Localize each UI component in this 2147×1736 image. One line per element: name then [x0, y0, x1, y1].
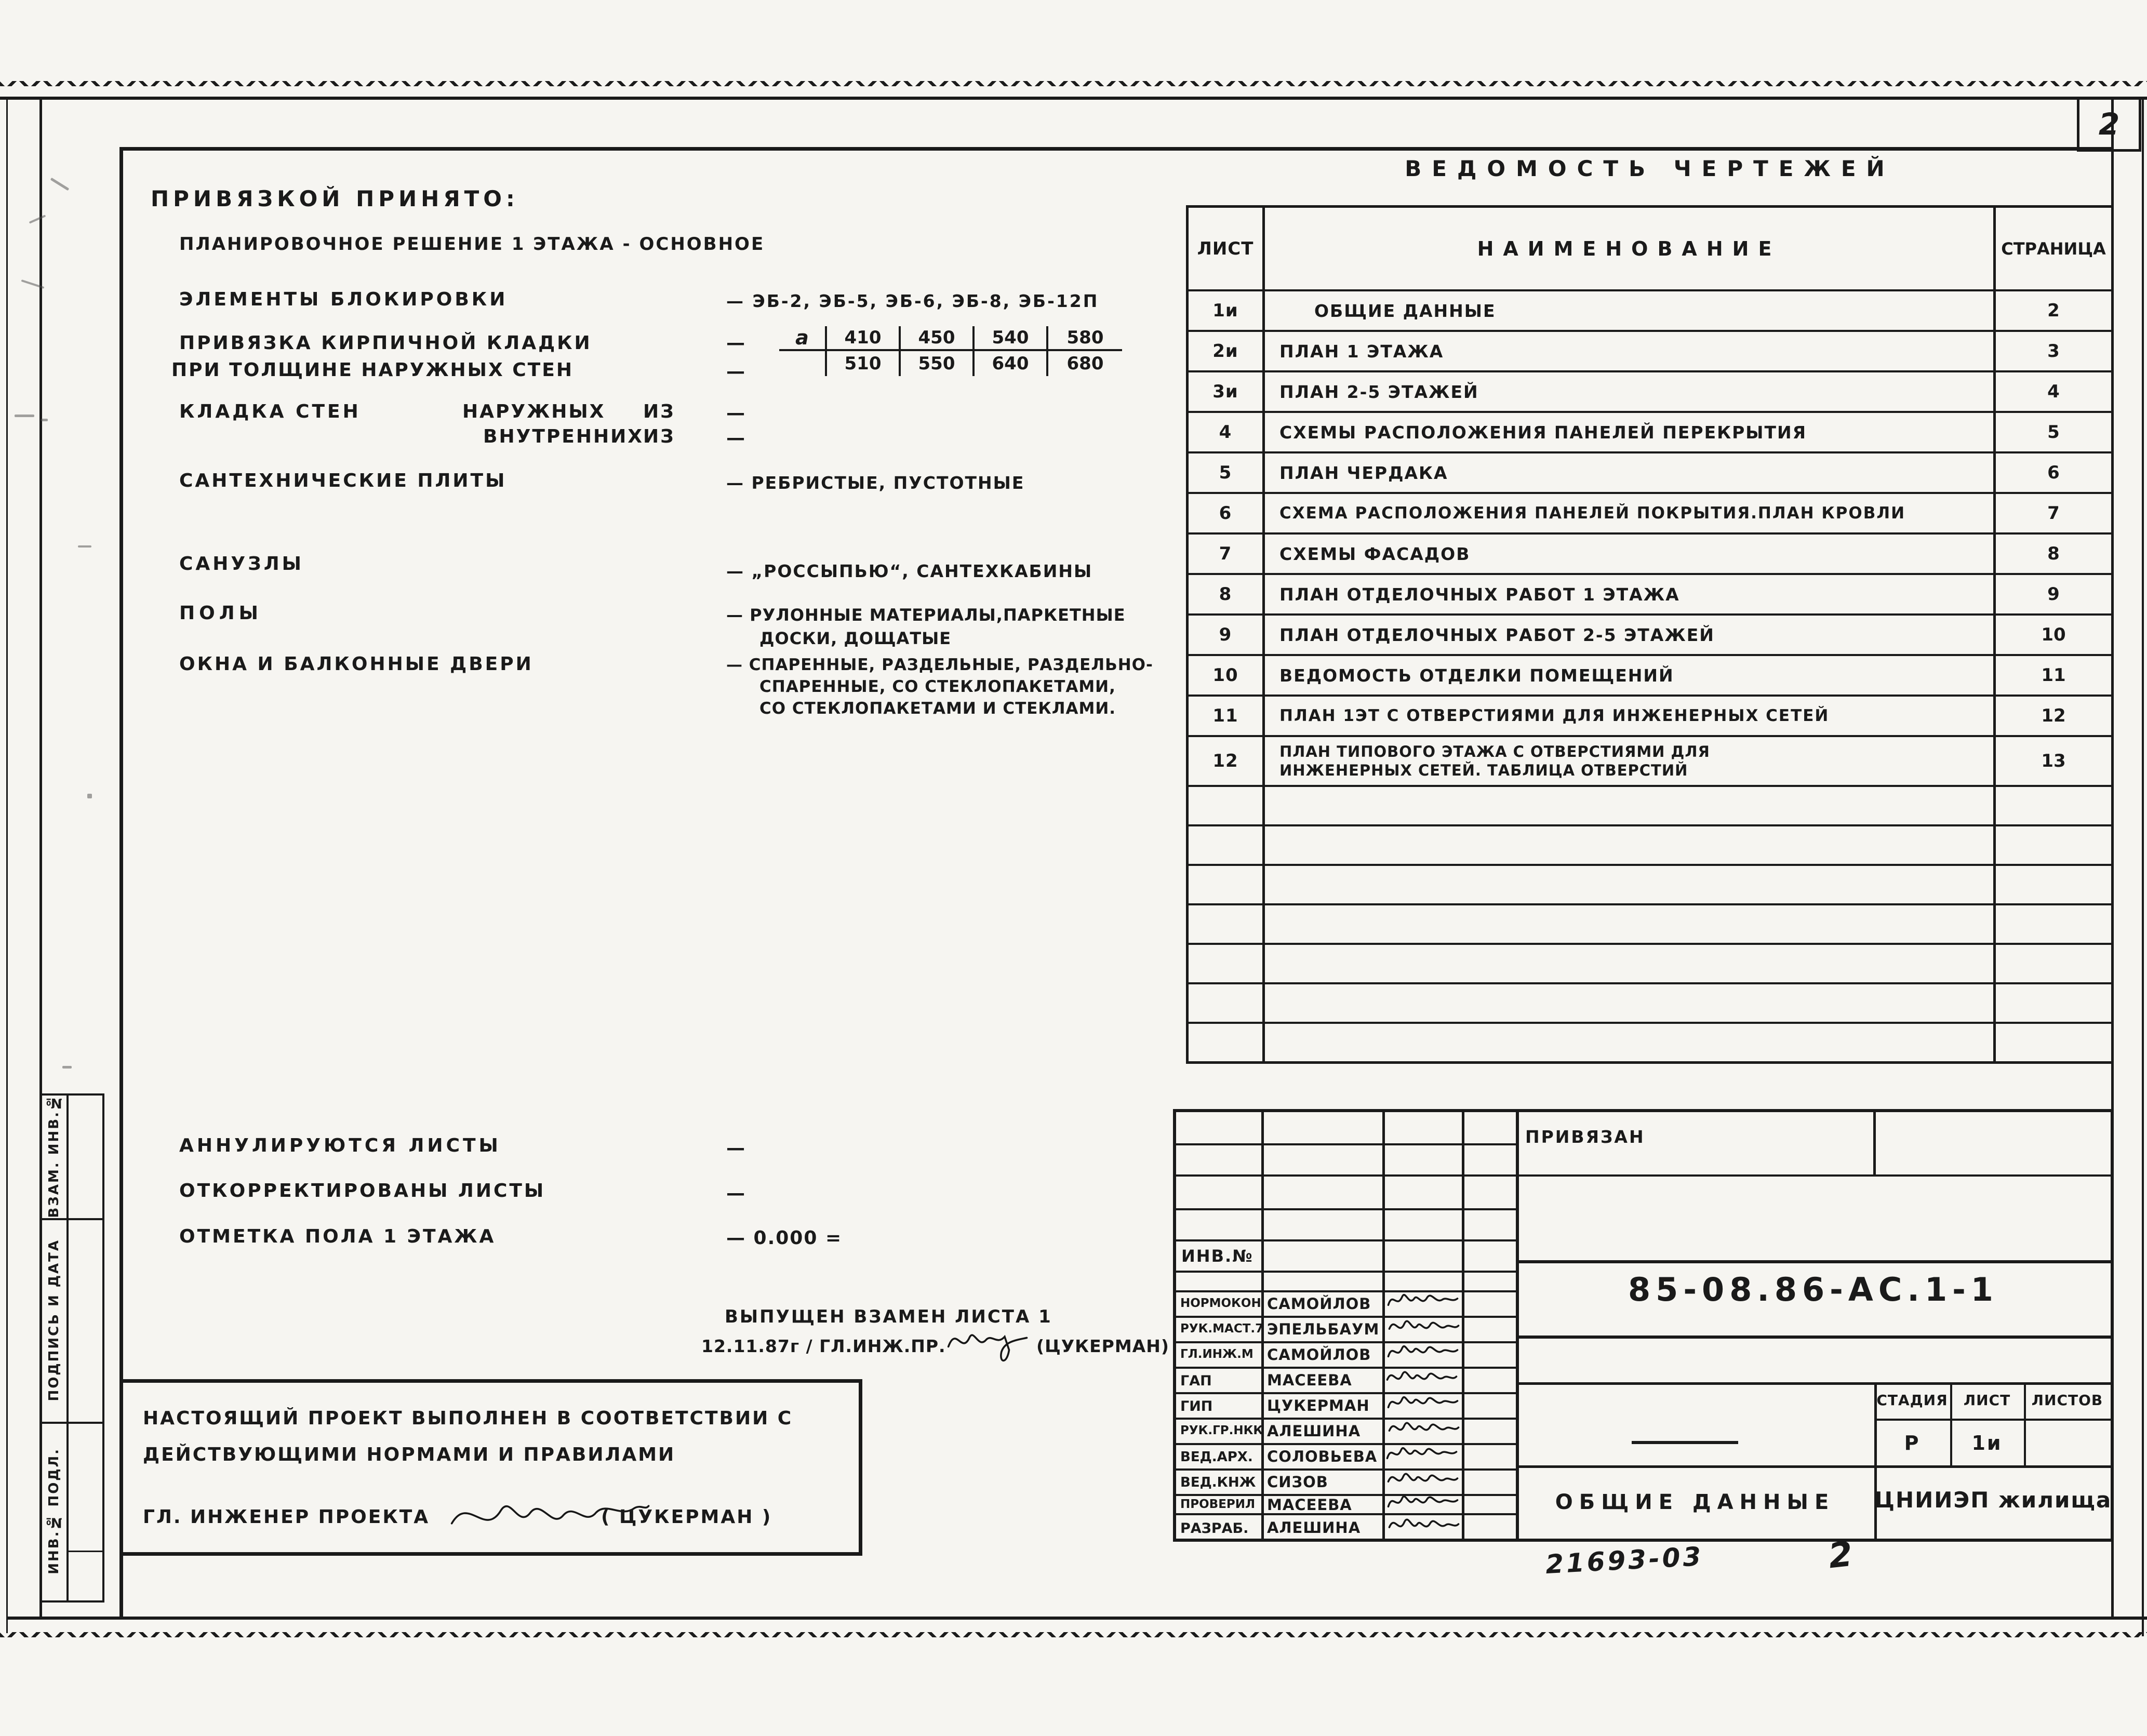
floors-value-2: ДОСКИ, ДОЩАТЫЕ	[759, 629, 952, 648]
signature-role: ВЕД.КНЖ	[1180, 1475, 1256, 1490]
table-row	[1189, 451, 2111, 492]
stamp-grid-line	[1176, 1367, 1519, 1369]
masonry-bottom-cell: 510	[827, 351, 901, 376]
stamp-grid-line	[1176, 1443, 1519, 1445]
stage-label: СТАДИЯ	[1876, 1392, 1948, 1409]
margin-strip-line	[68, 1551, 104, 1552]
cell-name	[1265, 826, 1996, 864]
margin-strip-line	[102, 1093, 104, 1603]
table-row	[1189, 289, 2111, 330]
table-row	[1189, 654, 2111, 695]
scan-speck	[78, 545, 91, 547]
cell-sheet	[1189, 1024, 1265, 1061]
cell-name: ПЛАН ОТДЕЛОЧНЫХ РАБОТ 1 ЭТАЖА	[1265, 575, 1996, 613]
floors-value-1: — РУЛОННЫЕ МАТЕРИАЛЫ,ПАРКЕТНЫЕ	[726, 605, 1126, 625]
signature-name: МАСЕЕВА	[1267, 1496, 1352, 1514]
signature-role: РУК.ГР.НКК	[1180, 1424, 1263, 1437]
masonry-bottom-cell: 550	[901, 351, 975, 376]
cell-name-line1: ПЛАН ТИПОВОГО ЭТАЖА С ОТВЕРСТИЯМИ ДЛЯ	[1279, 742, 1710, 760]
signature-name: СОЛОВЬЕВА	[1267, 1448, 1378, 1465]
margin-label-vzam: ВЗАМ. ИНВ.№	[46, 1093, 62, 1218]
cell-page	[1996, 787, 2111, 824]
stamp-grid-line	[1516, 1174, 2111, 1177]
notes-heading: ПРИВЯЗКОЙ ПРИНЯТО:	[151, 186, 519, 211]
cell-sheet: 6	[1189, 494, 1265, 532]
cell-page	[1996, 945, 2111, 982]
walls-dash: —	[726, 403, 746, 424]
cell-page	[1996, 826, 2111, 864]
walls-dash: —	[726, 428, 746, 449]
walls-iz: ИЗ	[643, 401, 675, 422]
scan-speck	[15, 415, 34, 417]
compliance-line-2: ДЕЙСТВУЮЩИМИ НОРМАМИ И ПРАВИЛАМИ	[143, 1444, 676, 1465]
masonry-prefix: a	[779, 326, 827, 351]
col-header-name: НАИМЕНОВАНИЕ	[1265, 208, 1996, 289]
plumb-value: — РЕБРИСТЫЕ, ПУСТОТНЫЕ	[726, 473, 1025, 493]
cell-sheet: 3и	[1189, 372, 1265, 411]
margin-strip-line	[66, 1093, 69, 1603]
cell-sheet	[1189, 905, 1265, 943]
windows-value-1: — СПАРЕННЫЕ, РАЗДЕЛЬНЫЕ, РАЗДЕЛЬНО-	[726, 656, 1153, 674]
san-value: — „РОССЫПЬЮ“, САНТЕХКАБИНЫ	[726, 561, 1093, 581]
cell-sheet: 5	[1189, 453, 1265, 492]
cell-page: 8	[2047, 543, 2060, 564]
stamp-grid-line	[1516, 1260, 2111, 1263]
table-row	[1189, 695, 2111, 735]
cell-page: 7	[2047, 503, 2060, 524]
annulled-dash: —	[726, 1138, 746, 1159]
left-outer-line	[6, 100, 8, 1633]
reissue-line-2: 12.11.87г / ГЛ.ИНЖ.ПР.	[701, 1336, 946, 1356]
floor-mark-value: — 0.000 =	[726, 1227, 843, 1249]
cell-name: ОБЩИЕ ДАННЫЕ	[1265, 291, 1996, 330]
cell-page	[1996, 866, 2111, 903]
reissue-name: (ЦУКЕРМАН)	[1036, 1336, 1169, 1356]
empty-table-row	[1189, 982, 2111, 1022]
masonry-dash-top: —	[726, 332, 746, 354]
col-header-sheet: ЛИСТ	[1189, 208, 1265, 289]
bottom-border-line	[6, 1617, 2147, 1620]
cell-name	[1265, 1024, 1996, 1061]
cell-name	[1265, 787, 1996, 824]
plumb-label: САНТЕХНИЧЕСКИЕ ПЛИТЫ	[179, 470, 507, 491]
handwritten-signature	[1384, 1389, 1462, 1416]
masonry-label-1: ПРИВЯЗКА КИРПИЧНОЙ КЛАДКИ	[179, 332, 592, 354]
handwritten-signature	[1383, 1440, 1461, 1467]
stamp-grid-line	[1176, 1143, 1519, 1145]
cell-name: ПЛАН 2-5 ЭТАЖЕЙ	[1265, 372, 1996, 411]
handwritten-signature	[1384, 1287, 1462, 1314]
signature-role: ВЕД.АРХ.	[1180, 1449, 1253, 1465]
cell-sheet: 1и	[1189, 291, 1265, 330]
col-header-page: СТРАНИЦА	[2001, 238, 2106, 259]
signature-name: МАСЕЕВА	[1267, 1371, 1352, 1389]
cell-sheet: 2и	[1189, 332, 1265, 370]
stamp-grid-line	[1176, 1239, 1519, 1241]
table-row	[1189, 532, 2111, 573]
masonry-bottom-cell: 680	[1066, 353, 1104, 374]
cell-page: 12	[2041, 705, 2066, 726]
top-scan-edge	[0, 81, 2147, 86]
bottom-scan-edge	[0, 1632, 2147, 1637]
stamp-grid-line	[1176, 1174, 1519, 1177]
cell-name: СХЕМА РАСПОЛОЖЕНИЯ ПАНЕЛЕЙ ПОКРЫТИЯ.ПЛАН КРОВЛИ	[1265, 494, 1996, 532]
reissue-signature	[943, 1314, 1031, 1371]
sheet-value: 1и	[1971, 1432, 2003, 1454]
stamp-grid-line	[1516, 1465, 2111, 1468]
page-number: 2	[2098, 106, 2120, 142]
empty-table-row	[1189, 824, 2111, 864]
masonry-dimension-table	[779, 326, 1122, 376]
cell-page: 5	[2047, 422, 2060, 443]
cell-name: ПЛАН 1ЭТ С ОТВЕРСТИЯМИ ДЛЯ ИНЖЕНЕРНЫХ СЕТЕЙ	[1265, 697, 1996, 735]
empty-table-row	[1189, 903, 2111, 943]
sheets-label: ЛИСТОВ	[2031, 1392, 2103, 1409]
cell-page: 6	[2047, 462, 2060, 483]
scan-speck	[50, 178, 70, 191]
title-stamp	[1173, 1109, 2114, 1542]
stamp-dash-mark	[1632, 1441, 1738, 1444]
drawing-list-table	[1186, 205, 2114, 1064]
blocking-value: — ЭБ-2, ЭБ-5, ЭБ-6, ЭБ-8, ЭБ-12П	[726, 291, 1099, 311]
organization-name: ЦНИИЭП жилища	[1874, 1487, 2112, 1513]
handwritten-signature	[1384, 1338, 1462, 1365]
cell-sheet: 11	[1189, 697, 1265, 735]
cell-page	[1996, 1024, 2111, 1061]
cell-sheet: 7	[1189, 535, 1265, 573]
cell-name: СХЕМЫ РАСПОЛОЖЕНИЯ ПАНЕЛЕЙ ПЕРЕКРЫТИЯ	[1265, 413, 1996, 451]
signature-name: ЭПЕЛЬБАУМ	[1267, 1320, 1380, 1338]
walls-iz: ИЗ	[643, 426, 675, 447]
compliance-role: ГЛ. ИНЖЕНЕР ПРОЕКТА	[143, 1506, 430, 1528]
attached-label: ПРИВЯЗАН	[1525, 1127, 1645, 1147]
cell-name: ПЛАН ОТДЕЛОЧНЫХ РАБОТ 2-5 ЭТАЖЕЙ	[1265, 616, 1996, 654]
handwritten-signature	[1385, 1414, 1463, 1441]
windows-value-3: СО СТЕКЛОПАКЕТАМИ И СТЕКЛАМИ.	[759, 699, 1116, 718]
stamp-grid-line	[1873, 1112, 1876, 1174]
cell-name	[1265, 945, 1996, 982]
walls-inner: ВНУТРЕННИХ	[483, 426, 644, 447]
margin-label-inv: ИНВ.№ ПОДЛ.	[46, 1448, 62, 1574]
inner-frame-top	[119, 147, 2114, 151]
masonry-label-2: ПРИ ТОЛЩИНЕ НАРУЖНЫХ СТЕН	[171, 359, 574, 381]
windows-value-2: СПАРЕННЫЕ, СО СТЕКЛОПАКЕТАМИ,	[759, 677, 1116, 696]
cell-name	[1265, 866, 1996, 903]
cell-sheet	[1189, 787, 1265, 824]
masonry-top-cell: 540	[975, 326, 1048, 351]
cell-sheet: 9	[1189, 616, 1265, 654]
stamp-grid-line	[1874, 1419, 2111, 1421]
cell-page	[1996, 984, 2111, 1022]
annulled-label: АННУЛИРУЮТСЯ ЛИСТЫ	[179, 1135, 501, 1156]
scan-speck	[41, 419, 48, 421]
reissue-line-1: ВЫПУЩЕН ВЗАМЕН ЛИСТА 1	[725, 1306, 1052, 1327]
compliance-line-1: НАСТОЯЩИЙ ПРОЕКТ ВЫПОЛНЕН В СООТВЕТСТВИИ С	[143, 1408, 793, 1429]
cell-page: 4	[2047, 381, 2060, 402]
san-label: САНУЗЛЫ	[179, 553, 304, 575]
signature-role: НОРМОКОН	[1180, 1297, 1261, 1310]
right-outer-line	[2142, 100, 2144, 1636]
signature-name: САМОЙЛОВ	[1267, 1346, 1371, 1364]
table-header-row	[1189, 208, 2111, 289]
cell-sheet	[1189, 984, 1265, 1022]
stamp-title: ОБЩИЕ ДАННЫЕ	[1555, 1490, 1835, 1514]
table-row	[1189, 411, 2111, 451]
cell-sheet: 4	[1189, 413, 1265, 451]
empty-table-row	[1189, 864, 2111, 903]
cell-page: 9	[2047, 584, 2060, 605]
signature-name: СИЗОВ	[1267, 1473, 1328, 1491]
table-row	[1189, 573, 2111, 613]
cell-sheet	[1189, 945, 1265, 982]
cell-page	[1996, 905, 2111, 943]
page-number-box	[2077, 97, 2141, 152]
stamp-grid-line	[1176, 1290, 1519, 1292]
signature-name: АЛЕШИНА	[1267, 1422, 1361, 1440]
table-row	[1189, 370, 2111, 411]
masonry-top-cell: 580	[1048, 326, 1122, 351]
table-row	[1189, 613, 2111, 654]
cell-name	[1265, 984, 1996, 1022]
cell-name-line2: ИНЖЕНЕРНЫХ СЕТЕЙ. ТАБЛИЦА ОТВЕРСТИЙ	[1279, 762, 1688, 779]
floors-label: ПОЛЫ	[179, 603, 262, 624]
stamp-grid-line	[1176, 1316, 1519, 1318]
cell-name: СХЕМЫ ФАСАДОВ	[1265, 535, 1996, 573]
inventory-label: ИНВ.№	[1181, 1246, 1253, 1266]
drawing-list-title: ВЕДОМОСТЬ ЧЕРТЕЖЕЙ	[1405, 156, 1895, 181]
cell-page: 11	[2041, 665, 2066, 686]
scan-speck	[87, 794, 92, 798]
signature-name: САМОЙЛОВ	[1267, 1295, 1371, 1313]
handwritten-signature	[1383, 1364, 1461, 1391]
stamp-grid-line	[1176, 1341, 1519, 1343]
masonry-bottom-cell: 640	[975, 351, 1048, 376]
table-row	[1189, 735, 2111, 785]
scan-speck	[29, 215, 46, 223]
cell-sheet: 12	[1189, 737, 1265, 785]
cell-page: 10	[2041, 624, 2066, 645]
cell-sheet: 10	[1189, 656, 1265, 695]
cell-page: 13	[2041, 751, 2066, 771]
cell-name: ПЛАН ЧЕРДАКА	[1265, 453, 1996, 492]
cell-page: 3	[2047, 341, 2060, 362]
masonry-top-cell: 410	[827, 326, 901, 351]
floor-mark-label: ОТМЕТКА ПОЛА 1 ЭТАЖА	[179, 1226, 496, 1247]
stamp-grid-line	[1176, 1208, 1519, 1210]
masonry-bottom-cell	[779, 351, 827, 376]
empty-table-row	[1189, 1022, 2111, 1061]
stamp-grid-line	[1176, 1468, 1519, 1471]
empty-table-row	[1189, 785, 2111, 824]
cell-sheet	[1189, 826, 1265, 864]
margin-strip-line	[42, 1600, 104, 1603]
notes-subheading: ПЛАНИРОВОЧНОЕ РЕШЕНИЕ 1 ЭТАЖА - ОСНОВНОЕ	[179, 234, 765, 255]
empty-table-row	[1189, 943, 2111, 982]
handwritten-signature	[1385, 1313, 1463, 1340]
masonry-top-cell: 450	[901, 326, 975, 351]
signature-name: АЛЕШИНА	[1267, 1519, 1361, 1537]
masonry-dash-bottom: —	[726, 361, 746, 382]
stage-value: Р	[1904, 1432, 1921, 1454]
corrected-label: ОТКОРРЕКТИРОВАНЫ ЛИСТЫ	[179, 1180, 546, 1201]
signature-role: ГАП	[1180, 1373, 1212, 1389]
compliance-name: ( ЦУКЕРМАН )	[601, 1506, 772, 1528]
cell-name	[1265, 905, 1996, 943]
signature-name: ЦУКЕРМАН	[1267, 1397, 1370, 1414]
signature-role: ПРОВЕРИЛ	[1180, 1498, 1256, 1511]
cell-sheet	[1189, 866, 1265, 903]
blocking-label: ЭЛЕМЕНТЫ БЛОКИРОВКИ	[179, 289, 508, 310]
cell-name: ВЕДОМОСТЬ ОТДЕЛКИ ПОМЕЩЕНИЙ	[1265, 656, 1996, 695]
windows-label: ОКНА И БАЛКОННЫЕ ДВЕРИ	[179, 653, 534, 675]
table-row	[1189, 330, 2111, 370]
stamp-grid-line	[1516, 1336, 2111, 1339]
document-number: 85-08.86-АС.1-1	[1628, 1271, 1998, 1308]
cell-page: 2	[2047, 300, 2060, 321]
signature-role: РУК.МАСТ.7	[1180, 1322, 1264, 1336]
footer-number-handwritten: 2	[1826, 1533, 1856, 1577]
stamp-grid-line	[1176, 1392, 1519, 1394]
stamp-grid-line	[1176, 1418, 1519, 1420]
scan-speck	[62, 1066, 72, 1069]
footer-code-handwritten: 21693-03	[1544, 1541, 1704, 1580]
walls-outer: НАРУЖНЫХ	[462, 401, 606, 422]
margin-label-podpis: ПОДПИСЬ И ДАТА	[46, 1238, 62, 1401]
corrected-dash: —	[726, 1183, 746, 1204]
walls-label: КЛАДКА СТЕН	[179, 401, 361, 422]
stamp-grid-line	[1176, 1271, 1519, 1273]
compliance-box	[119, 1379, 862, 1556]
signature-role: ГЛ.ИНЖ.М	[1180, 1347, 1253, 1361]
cell-sheet: 8	[1189, 575, 1265, 613]
signature-role: РАЗРАБ.	[1180, 1520, 1249, 1537]
table-row	[1189, 492, 2111, 532]
top-border-line	[0, 97, 2147, 100]
stamp-grid-line	[1516, 1382, 2111, 1385]
sheet-label: ЛИСТ	[1963, 1392, 2011, 1409]
signature-role: ГИП	[1180, 1398, 1213, 1414]
cell-name: ПЛАН 1 ЭТАЖА	[1265, 332, 1996, 370]
cell-name	[1265, 737, 1996, 785]
handwritten-signature	[1385, 1511, 1463, 1538]
